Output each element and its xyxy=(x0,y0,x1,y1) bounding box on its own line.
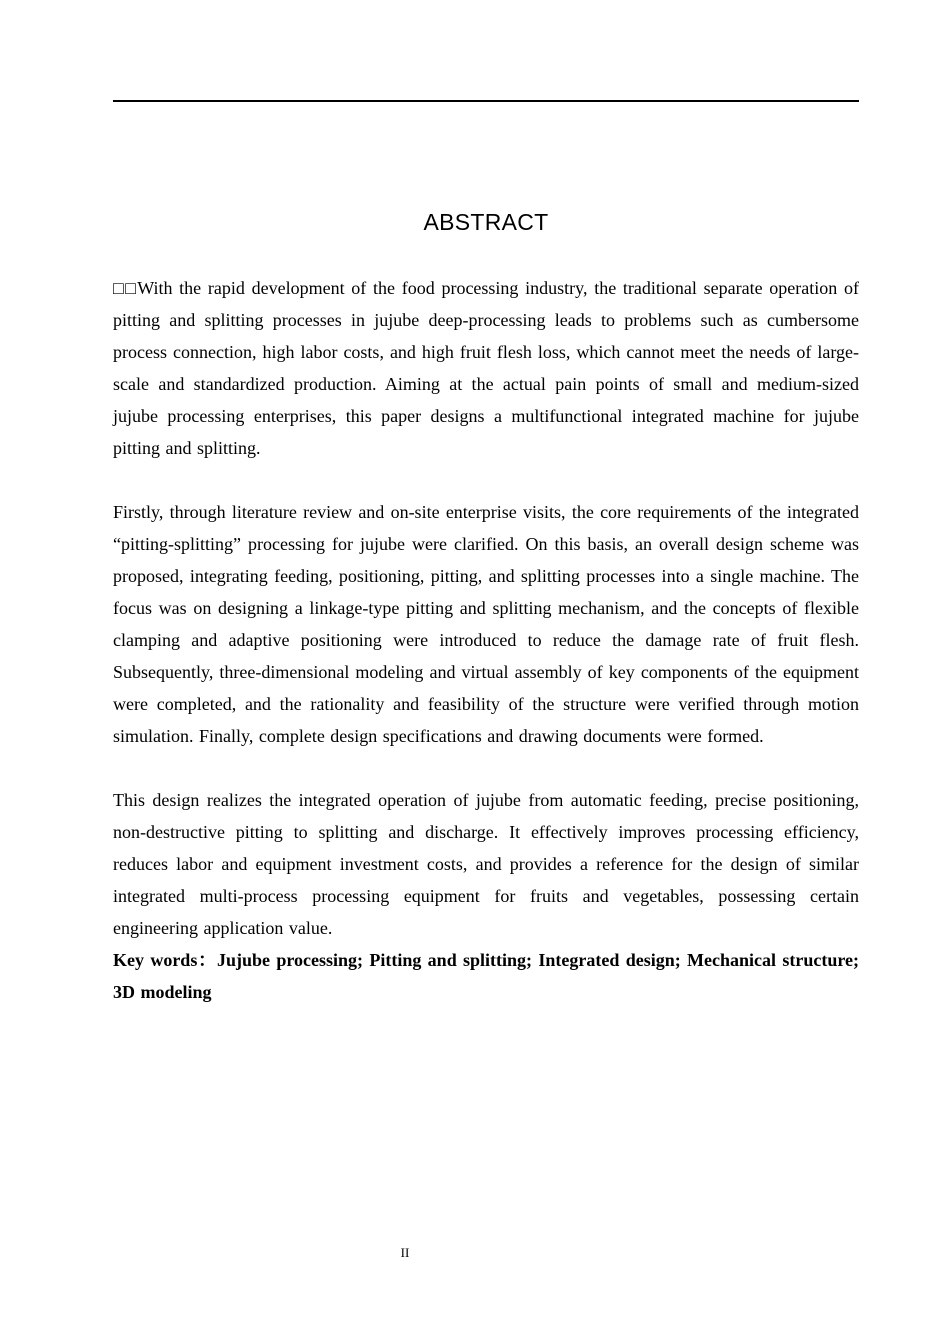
abstract-paragraph-2: Firstly, through literature review and on-site enterprise visits, the core requirements of the integrated “pitting-splitting” processing for jujube were clarified. On this basis, an overall design scheme was proposed, integrating feeding, positioning, pitting, and splitting processes into a single machine. The focus was on designing a linkage-type pitting and splitting mechanism, and the concepts of flexible clamping and adaptive positioning were introduced to reduce the damage rate of fruit flesh. Subsequently, three-dimensional modeling and virtual assembly of key components of the equipment were completed, and the rationality and feasibility of the structure were verified through motion simulation. Finally, complete design specifications and drawing documents were formed. xyxy=(113,502,859,746)
abstract-paragraph-3: This design realizes the integrated operation of jujube from automatic feeding, precise positioning, non-destructive pitting to splitting and discharge. It effectively improves processing efficiency, reduces labor and equipment investment costs, and provides a reference for the design of similar integrated multi-process processing equipment for fruits and vegetables, possessing certain engineering application value. xyxy=(113,790,859,938)
abstract-body xyxy=(113,272,859,1008)
abstract-title: ABSTRACT xyxy=(423,209,549,235)
abstract-paragraph-1: □□With the rapid development of the food processing industry, the traditional separate operation of pitting and splitting processes in jujube deep-processing leads to problems such as cumbersome process connection, high labor costs, and high fruit flesh loss, which cannot meet the needs of large-scale and standardized production. Aiming at the actual pain points of small and medium-sized jujube processing enterprises, this paper designs a multifunctional integrated machine for jujube pitting and splitting. xyxy=(113,278,859,458)
page-number: II xyxy=(400,1245,410,1260)
keywords-line xyxy=(113,944,859,1008)
keywords-text: Jujube processing; Pitting and splitting; Integrated design; Mechanical structure; 3D modeling xyxy=(113,950,859,1002)
keywords-label: Key words： xyxy=(113,950,217,970)
header-rule xyxy=(113,100,859,102)
